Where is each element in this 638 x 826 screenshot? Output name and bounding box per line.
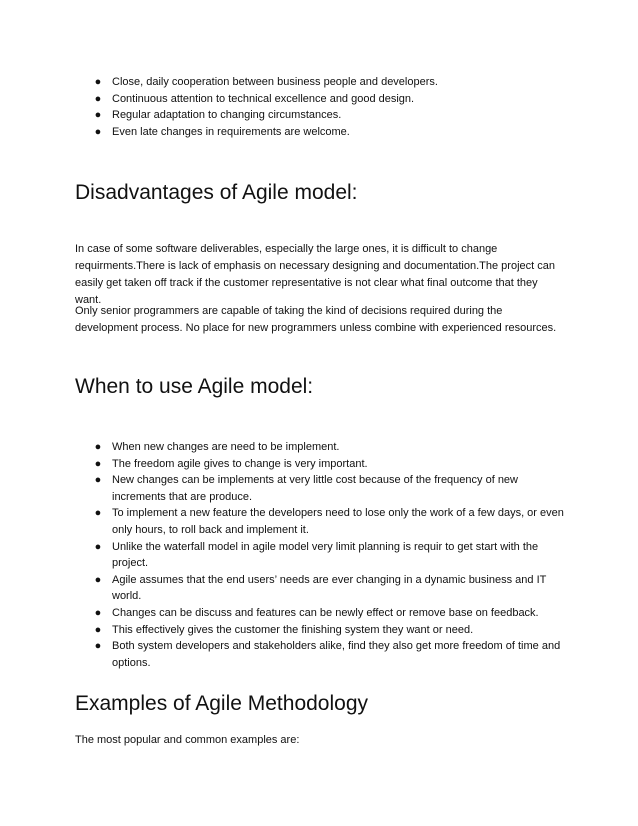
list-item: ● Close, daily cooperation between business people and developers. bbox=[94, 74, 564, 91]
bullet-icon: ● bbox=[94, 573, 102, 586]
disadvantages-heading: Disadvantages of Agile model: bbox=[75, 181, 358, 204]
examples-intro-text: The most popular and common examples are: bbox=[75, 734, 300, 746]
bullet-icon: ● bbox=[94, 540, 102, 553]
bullet-icon: ● bbox=[94, 507, 102, 520]
bullet-icon: ● bbox=[94, 457, 102, 470]
bullet-icon: ● bbox=[94, 640, 102, 653]
intro-bullet-list bbox=[94, 74, 564, 140]
list-item: ● Even late changes in requirements are welcome. bbox=[94, 124, 564, 141]
list-item: ● The freedom agile gives to change is very important. bbox=[94, 456, 564, 473]
list-item: ● When new changes are need to be implement. bbox=[94, 439, 564, 456]
list-item: ● To implement a new feature the developers need to lose only the work of a few days, or even only hours, to roll back and implement it. bbox=[94, 507, 564, 536]
when-to-use-heading: When to use Agile model: bbox=[75, 375, 314, 398]
bullet-icon: ● bbox=[94, 92, 102, 105]
examples-heading: Examples of Agile Methodology bbox=[75, 692, 369, 715]
list-item: ● Changes can be discuss and features can be newly effect or remove base on feedback. bbox=[94, 605, 564, 622]
list-item: ● Continuous attention to technical excellence and good design. bbox=[94, 91, 564, 108]
when-to-use-bullet-list bbox=[94, 439, 564, 671]
bullet-icon: ● bbox=[94, 125, 102, 138]
list-item: ● Agile assumes that the end users’ needs are ever changing in a dynamic business and IT world. bbox=[94, 573, 547, 603]
bullet-icon: ● bbox=[94, 623, 102, 636]
list-item: ● New changes can be implements at very little cost because of the frequency of new increments that are produce. bbox=[94, 474, 518, 503]
list-item: ● Both system developers and stakeholders alike, find they also get more freedom of time and options. bbox=[94, 640, 561, 669]
disadvantages-paragraph-2: Only senior programmers are capable of taking the kind of decisions required during the development process. No place for new programmers unless combine with experienced resources. bbox=[75, 305, 557, 334]
bullet-icon: ● bbox=[94, 76, 102, 88]
bullet-icon: ● bbox=[94, 474, 102, 487]
bullet-icon: ● bbox=[94, 441, 102, 453]
list-item: ● Unlike the waterfall model in agile model very limit planning is requir to get start with the project. bbox=[94, 540, 539, 570]
list-item: ● This effectively gives the customer the finishing system they want or need. bbox=[94, 622, 564, 639]
bullet-icon: ● bbox=[94, 109, 102, 122]
disadvantages-paragraph-1: In case of some software deliverables, especially the large ones, it is difficult to change requirments.There is lack of emphasis on necessary designing and documentation.The project can easily get taken off track if the customer representative is not clear what final outcome that they want. bbox=[75, 243, 555, 306]
list-item: ● Regular adaptation to changing circumstances. bbox=[94, 107, 564, 124]
bullet-icon: ● bbox=[94, 606, 102, 619]
